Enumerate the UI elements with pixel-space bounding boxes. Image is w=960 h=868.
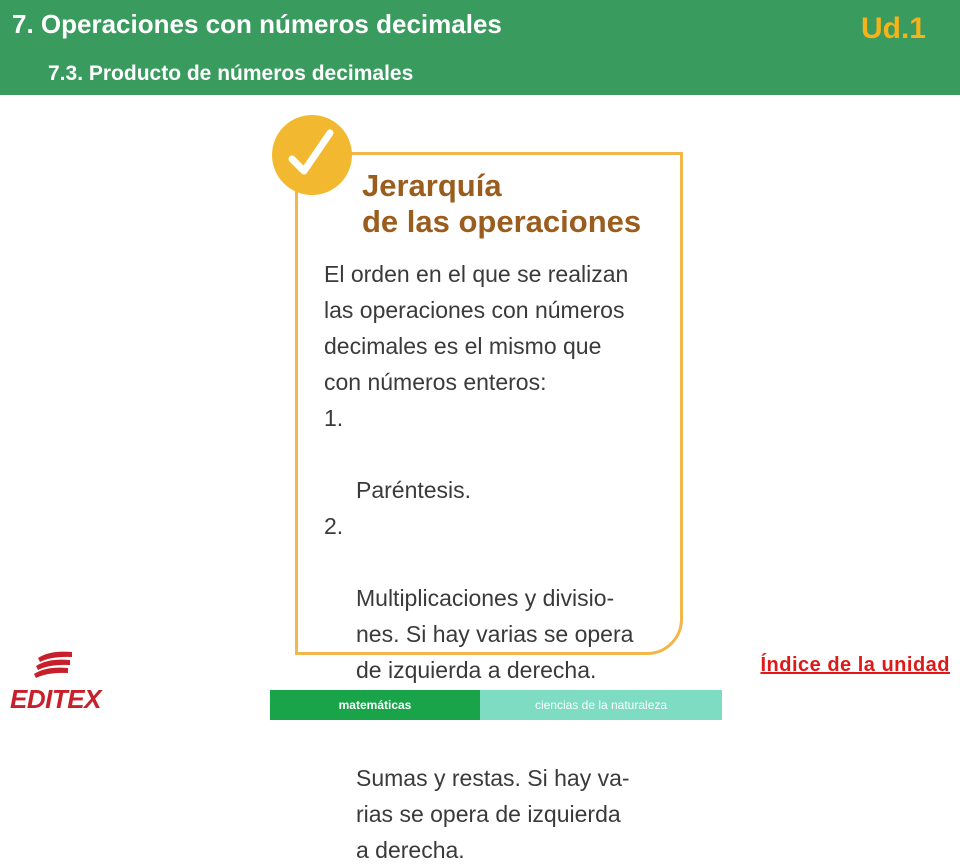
card-body [324, 256, 666, 868]
editex-logo [10, 648, 105, 713]
list-item-number: 2. [324, 513, 344, 539]
tab-matematicas[interactable]: matemáticas [270, 690, 480, 720]
list-item-text: Paréntesis. [356, 477, 472, 503]
unit-label: Ud.1 [860, 12, 926, 45]
card-title-line2: de las operaciones [362, 204, 642, 239]
unit-index-link[interactable]: Índice de la unidad [760, 654, 950, 676]
page-title: 7. Operaciones con números decimales [12, 9, 502, 39]
list-item-number: 1. [324, 405, 344, 431]
page-subtitle: 7.3. Producto de números decimales [48, 62, 414, 85]
list-item-text: Sumas y restas. Si hay va- rias se opera de izquierda a derecha. [356, 765, 630, 863]
header-bar [0, 0, 960, 95]
list-item [324, 400, 666, 508]
editex-logo-icon [32, 648, 92, 684]
list-item-text: Multiplicaciones y divisio- nes. Si hay varias se opera de izquierda a derecha. [356, 585, 634, 683]
card-intro: El orden en el que se realizan las operaciones con números decimales es el mismo que con números enteros: [324, 261, 629, 395]
card-title-line1: Jerarquía [362, 168, 502, 203]
card-title [362, 168, 641, 240]
list-item [324, 508, 666, 688]
checkmark-icon [272, 115, 352, 195]
editex-logo-text: EDITEX [10, 684, 101, 714]
tab-ciencias[interactable]: ciencias de la naturaleza [480, 690, 722, 720]
